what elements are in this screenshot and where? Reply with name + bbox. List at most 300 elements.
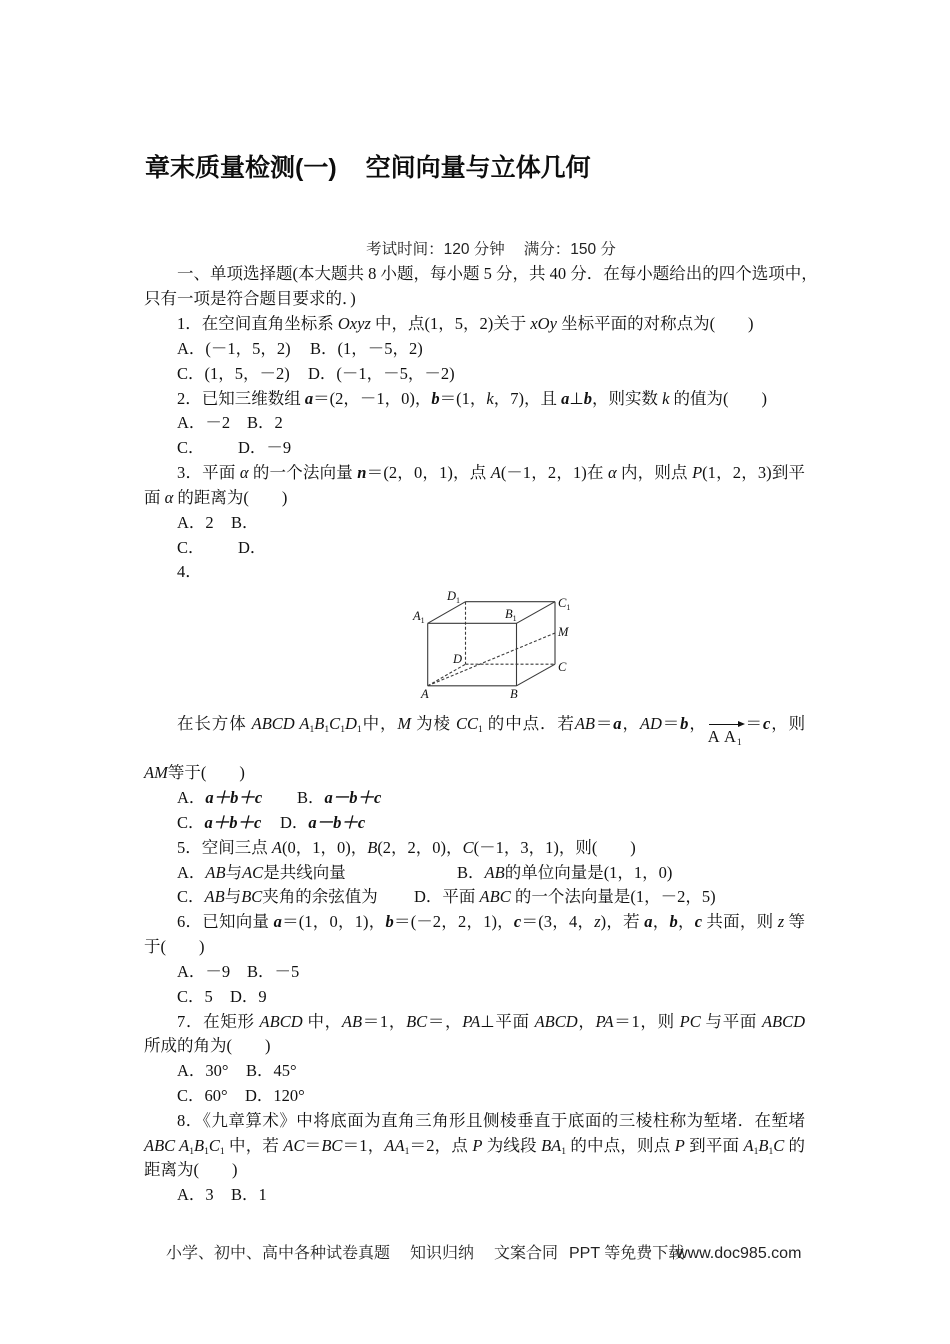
exam-time: 考试时间：120 分钟 [366,240,505,258]
vector-variable: c [762,713,771,733]
text-run: 中， [361,713,398,733]
text-run: ＝(2，0，1)，点 [366,463,491,483]
math-variable: AB [205,862,226,882]
question-stem-line [144,312,805,337]
math-variable: AB [484,862,505,882]
question-number: 1． [177,314,202,334]
math-variable: D [344,713,357,733]
vector-variable: a＋b＋c [204,812,262,832]
vector-variable: a [304,388,314,408]
text-run: ＝(2，－1，0)， [313,388,432,408]
option-label: D． [414,887,443,907]
vertex-label-d [452,652,462,666]
text-run: ， [621,713,640,733]
vector-variable: a－b＋c [324,788,382,808]
vertex-label-b1 [505,607,517,623]
label-subscript: 1 [456,596,461,606]
text-run: 一、单项选择题(本大题共 8 小题，每小题 5 分，共 40 分．在每小题给出的四个选项中， [177,264,818,284]
text-run: (－1，3，1)，则( ) [473,837,636,857]
point-label-m [557,625,569,639]
label-letter: C [558,660,567,675]
vector-variable: c [694,912,703,932]
text-run: 45° [273,1061,297,1081]
math-variable: ABC [479,887,511,907]
math-variable: ABCD A [251,713,310,733]
question-8 [144,1109,805,1208]
question-stem-line [144,486,805,511]
subscript: 1 [356,723,362,735]
option-B [310,339,423,358]
math-variable: α [164,487,174,507]
option-label: C． [177,537,205,557]
math-variable: B [758,1135,769,1155]
vector-variable: a [613,713,622,733]
option-D [414,887,716,906]
option-label: A． [177,512,206,532]
option-label: B． [310,338,338,358]
text-run: 的单位向量是(1，1，0) [504,862,673,882]
option-label: C． [177,438,205,458]
text-run: 1 [258,1185,267,1205]
question-number-line [144,560,805,585]
option-D [308,364,455,383]
question-stem-line [144,910,805,935]
math-variable: B [194,1135,205,1155]
option-B [231,1185,267,1204]
text-run: 中，点(1，5，2)关于 [370,314,531,334]
question-stem-line [144,1010,805,1035]
math-variable: k [486,388,494,408]
math-variable: ABCD [259,1011,303,1031]
vector-letters: A A [707,726,737,746]
text-run: 30° [205,1061,229,1081]
text-run: ⊥ [569,388,584,408]
vector-variable: a [561,388,570,408]
text-run: 为棱 [411,713,456,733]
question-stem-line [144,1134,805,1159]
question-number: 5． [177,837,202,857]
subscript: 1 [478,723,483,735]
text-run: (0，1，0)， [281,837,368,857]
vertex-label-a [420,687,429,701]
text-run: －9 [266,438,292,458]
question-stem-line [144,461,805,486]
math-variable: AB [204,887,225,907]
title-subject: 空间向量与立体几何 [365,154,591,182]
text-run: －5 [274,961,300,981]
option-D [238,438,291,457]
option-label: D． [230,986,259,1006]
math-variable: P [692,463,703,483]
math-variable: B [314,713,325,733]
footer-text-contracts: 文案合同 [494,1245,559,1262]
option-A [177,786,297,811]
option-C [177,811,280,836]
math-variable: α [608,463,617,483]
label-letter: A [421,687,429,702]
vertex-label-c1 [558,596,570,612]
text-run: 只有一项是符合题目要求的．) [144,289,356,309]
option-label: C． [177,1086,205,1105]
footer-url[interactable]: www.doc985.com [676,1245,802,1262]
edge-b-c [517,664,556,686]
page-title [145,153,591,183]
section-instruction-line [144,262,818,287]
option-B [246,1061,297,1080]
text-run: 共面，则 [702,912,778,932]
option-row [144,411,805,436]
option-label: B． [247,961,275,981]
text-run: 的值为( ) [669,388,768,408]
math-variable: BA [541,1135,562,1155]
text-run: ＝(1， [439,388,487,408]
text-run: ，7)，且 [493,388,562,408]
option-row [144,1084,805,1109]
math-variable: C [329,713,341,733]
math-variable: CC [455,713,478,733]
text-run: 60° [204,1086,228,1105]
math-variable: B [367,837,378,857]
option-label: D． [308,363,337,383]
subscript: 1 [309,723,315,735]
question-number: 2． [177,388,202,408]
math-variable: C [208,1135,220,1155]
text-run: 面 [144,487,165,507]
math-variable: PA [462,1011,481,1031]
option-row [144,1059,805,1084]
option-label: A． [177,788,206,808]
text-run: ＝1，则 [613,1011,680,1031]
option-C [177,985,230,1010]
option-row [144,511,805,536]
option-label: A． [177,413,206,433]
question-number: 6． [177,912,203,932]
text-run: 平面 [202,463,240,483]
edge-a-d-hidden [428,664,466,686]
vector-variable: c [513,912,522,932]
text-run: (1，－5，2) [337,338,423,358]
option-A [177,960,247,985]
text-run: 空间三点 [201,837,272,857]
text-run: ⊥平面 [480,1011,535,1031]
option-row [144,362,805,387]
option-B [457,863,672,882]
text-run: 在长方体 [177,713,252,733]
text-run: 为线段 [482,1135,542,1155]
math-variable: AB [341,1011,363,1031]
option-C [177,536,238,561]
text-run: 在矩形 [203,1011,260,1031]
math-variable: ABCD [534,1011,578,1031]
question-5 [144,836,805,910]
vector-variable: b [431,388,440,408]
vector-variable: n [357,463,367,483]
question-number: 8． [177,1110,203,1130]
option-A [177,337,310,362]
subscript: 1 [324,723,330,735]
option-label: D． [245,1086,274,1105]
option-C [177,1084,245,1109]
math-variable: BC [241,887,263,907]
math-variable: Oxyz [337,314,371,334]
text-run: －9 [205,961,231,981]
math-variable: α [239,463,249,483]
subscript: 1 [404,1145,410,1157]
option-row [144,536,805,561]
text-run: (2，2，0)， [377,837,463,857]
option-label: A． [177,1185,206,1205]
text-run: 与 [224,887,242,907]
subscript: 1 [736,736,742,748]
text-run: ， [688,713,707,733]
math-variable: ABCD [761,1011,806,1031]
text-run: ＝ [661,713,681,733]
option-label: A． [177,862,206,882]
vector-arrow-icon [709,724,740,725]
math-variable: A [490,463,501,483]
option-D [280,813,365,832]
text-run: 等于( ) [167,763,245,783]
vector-variable: a＋b＋c [205,788,263,808]
math-variable: AC [283,1135,305,1155]
option-label: B． [247,413,275,433]
option-label: C． [177,887,205,907]
text-run: 的距离为( ) [173,487,288,507]
math-variable: z [594,912,601,932]
text-run: ＝(1，0，1)， [281,912,386,932]
option-label: A． [177,1061,206,1081]
question-number: 7． [177,1011,204,1031]
text-run: 平面 [442,887,480,907]
math-variable: ABC A [144,1135,190,1155]
subscript: 1 [204,1145,209,1157]
question-4 [144,560,805,835]
title-main: 章末质量检测(一) [145,154,337,182]
text-run: ＝(－2，2，1)， [393,912,514,932]
option-D [238,538,266,557]
option-row [144,885,805,910]
math-variable: C [773,1135,785,1155]
option-row [144,1183,805,1208]
text-run: 3 [205,1185,214,1205]
option-label: A． [177,338,206,358]
math-variable: AD [639,713,662,733]
option-label: B． [231,1185,259,1205]
exam-full-score: 满分：150 分 [523,240,616,258]
text-run: ＝ [594,713,614,733]
math-variable: AC [242,862,264,882]
math-variable: k [662,388,670,408]
option-B [297,788,381,807]
text-run: 的一个法向量是(1，－2，5) [510,887,716,907]
text-run: ，则 [770,713,806,733]
text-run: 已知向量 [202,912,274,932]
vector-variable: b [385,912,394,932]
text-run: 已知三维数组 [201,388,305,408]
vertex-label-c [558,660,567,674]
text-run: 在空间直角坐标系 [201,314,338,334]
text-run: 距离为( ) [144,1160,238,1180]
option-C [177,436,238,461]
text-run: 的中点，则点 [566,1135,675,1155]
label-letter: B [505,607,513,622]
text-run: 9 [258,986,267,1006]
option-label: A． [177,961,206,981]
label-letter: M [558,625,569,640]
option-B [231,513,259,532]
option-label: D． [280,812,309,832]
math-variable: BC [321,1135,343,1155]
option-D [245,1086,305,1105]
vector-variable: b [583,388,592,408]
math-variable: AM [144,763,168,783]
option-label: C． [177,986,205,1006]
text-run: 2 [274,413,283,433]
subscript: 1 [753,1145,759,1157]
math-variable: AA [384,1135,405,1155]
text-run: ＝2，点 [409,1135,473,1155]
text-run: ， [577,1011,596,1031]
label-subscript: 1 [420,616,425,626]
text-run: ＝ [304,1135,322,1155]
label-letter: B [510,687,518,702]
text-run: ＝ [744,713,763,733]
option-A [177,861,457,886]
text-run: 坐标平面的对称点为( ) [556,314,754,334]
option-A [177,411,247,436]
exam-content [144,238,818,1209]
text-run: 的中点．若 [482,713,575,733]
question-stem-line [144,836,805,861]
question-stem-line [144,761,805,786]
text-run: ＝(3，4， [521,912,595,932]
question-7 [144,1010,805,1109]
text-run: ， [677,912,695,932]
option-row [144,861,805,886]
option-row [144,811,805,836]
vertex-label-b [510,687,518,701]
math-variable: BC [406,1011,428,1031]
footer-text-ppt: PPT 等免费下载 [569,1245,685,1262]
question-stem-line [144,935,805,960]
option-label: D． [238,438,267,458]
label-letter: D [447,589,457,604]
math-variable: A [271,837,282,857]
question-stem-line [144,1034,805,1059]
text-run: 与 [225,862,243,882]
subscript: 1 [340,723,345,735]
text-run: (－1，2，1)在 [500,463,608,483]
option-D [230,987,267,1006]
text-run: (－1，－5，－2) [336,363,455,383]
text-run: 于( ) [144,937,205,957]
text-run: 到平面 [684,1135,744,1155]
option-B [247,962,299,981]
option-C [177,885,414,910]
option-B [247,413,283,432]
vertex-label-a1 [412,609,425,625]
subscript: 1 [561,1145,567,1157]
text-run: ＝， [427,1011,463,1031]
section-instruction-line [144,287,805,312]
question-3 [144,461,805,560]
question-1 [144,312,805,386]
text-run: 2 [205,512,214,532]
cuboid-diagram [400,585,580,710]
text-run: ，则实数 [591,388,663,408]
text-run: 所成的角为( ) [144,1036,271,1056]
subscript: 1 [768,1145,774,1157]
subscript: 1 [219,1145,225,1157]
cuboid-figure [400,585,580,710]
text-run: 的 [784,1135,806,1155]
subscript: 1 [189,1145,195,1157]
label-letter: D [453,652,463,667]
edge-b1-c1 [517,602,556,624]
label-subscript: 1 [512,614,517,624]
option-A [177,1059,246,1084]
text-run: )，若 [600,912,645,932]
option-label: C． [177,812,205,832]
option-C [177,362,308,387]
vector-variable: b [669,912,678,932]
option-label: B． [246,1061,274,1081]
math-variable: A [743,1135,754,1155]
question-6 [144,910,805,1009]
text-run: 的一个法向量 [248,463,358,483]
question-2 [144,387,805,461]
text-run: 内，则点 [616,463,693,483]
option-A [177,511,231,536]
vector-variable: a [273,912,282,932]
footer-text-knowledge: 知识归纳 [410,1245,475,1262]
math-variable: P [674,1135,685,1155]
math-variable: C [462,837,474,857]
text-run: 是共线向量 [263,862,346,882]
option-label: B． [297,788,325,808]
label-letter: C [558,596,567,611]
text-run: 与平面 [700,1011,762,1031]
figure-slot [144,585,805,711]
text-run: －2 [205,413,231,433]
question-number: 4． [177,562,202,582]
math-variable: M [397,713,412,733]
question-stem-line [144,1158,805,1183]
text-run: 120° [273,1086,305,1105]
text-run: 中， [302,1011,342,1031]
text-run: 中，若 [224,1135,284,1155]
text-run: (1，2，3)到平 [702,463,806,483]
option-A [177,1183,231,1208]
vector-notation [707,728,745,746]
option-label: B． [231,512,259,532]
text-run: 夹角的余弦值为 [262,887,378,907]
option-row [144,960,805,985]
question-stem-line [144,387,805,412]
math-variable: xOy [530,314,557,334]
math-variable: PC [679,1011,701,1031]
label-letter: A [413,609,421,624]
exam-info [144,238,805,263]
text-run: (1，5，－2) [204,363,290,383]
text-run: 5 [204,986,213,1006]
question-number: 3． [177,463,203,483]
option-row [144,786,805,811]
math-variable: AB [574,713,595,733]
option-row [144,337,805,362]
text-run: ， [652,912,670,932]
vector-variable: a－b＋c [308,812,366,832]
